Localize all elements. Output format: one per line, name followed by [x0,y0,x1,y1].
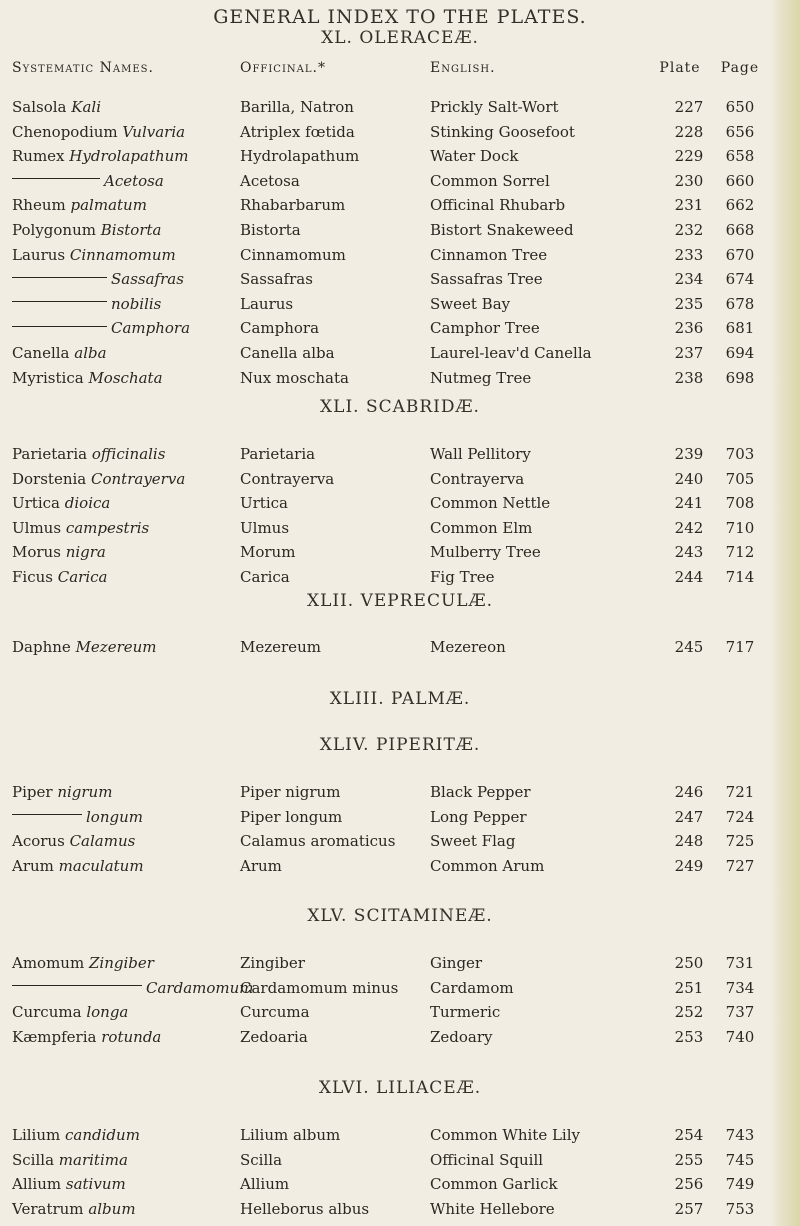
header-systematic: Systematic Names. [12,60,154,76]
header-english: English. [430,60,496,76]
plate-number: 241 [674,494,704,513]
table-row [0,808,800,832]
systematic-name [12,98,101,116]
species-name: Cinnamomum [69,245,176,264]
systematic-name [12,1151,128,1169]
species-name: Bistorta [100,221,162,239]
species-name: dioica [64,494,111,513]
genus-name: Laurus [12,245,66,264]
english-name: Cinnamon Tree [430,245,548,264]
officinal-name: Camphora [240,319,320,338]
section-title: XLII. VEPRECULÆ. [306,591,493,611]
table-row [0,543,800,567]
species-name: rotunda [101,1027,162,1046]
systematic-name [12,319,190,337]
english-name: Officinal Rhubarb [430,196,566,215]
species-name: Calamus [69,832,136,851]
officinal-name: Canella alba [240,344,335,362]
systematic-name [12,494,110,512]
page-number: 737 [725,1003,755,1022]
english-name: Water Dock [430,147,519,166]
table-row [0,638,800,662]
page-number: 658 [725,147,755,166]
systematic-name [12,221,161,239]
page-number: 670 [725,245,755,264]
plate-number: 233 [674,245,704,264]
officinal-name: Bistorta [240,221,301,239]
page-number: 650 [725,98,755,116]
plate-number: 239 [674,445,704,463]
systematic-name [12,344,107,362]
plate-number: 245 [674,638,704,656]
genus-name: Canella [12,344,70,362]
page-number: 705 [725,469,755,488]
officinal-name: Calamus aromaticus [240,832,396,851]
species-name: palmatum [70,196,147,215]
genus-name: Rumex [12,147,65,166]
table-row [0,1126,800,1150]
systematic-name [12,147,189,165]
english-name: Nutmeg Tree [430,368,532,387]
species-name: Acetosa [104,171,164,190]
ditto-dash [12,326,107,327]
species-name: longum [86,807,143,826]
systematic-name [12,1126,140,1144]
officinal-name: Morum [240,543,296,562]
table-row [0,783,800,807]
plate-number: 253 [674,1027,704,1046]
table-row [0,1175,800,1199]
plate-number: 248 [674,832,704,851]
species-name: maritima [58,1150,128,1169]
page-number: 660 [725,171,755,190]
species-name: Zingiber [88,954,154,972]
systematic-name [12,638,157,656]
species-name: Mezereum [75,638,157,656]
page-number: 710 [725,518,755,537]
officinal-name: Helleborus albus [240,1199,370,1218]
genus-name: Curcuma [12,1003,82,1022]
plate-number: 242 [674,518,704,537]
systematic-name [12,295,161,313]
officinal-name: Nux moschata [240,368,349,387]
table-row [0,270,800,294]
plate-number: 230 [674,171,704,190]
english-name: Stinking Goosefoot [430,122,575,141]
genus-name: Ulmus [12,518,62,537]
table-row [0,221,800,245]
officinal-name: Piper nigrum [240,783,341,801]
plate-number: 244 [674,568,704,586]
genus-name: Scilla [12,1150,55,1169]
genus-name: Dorstenia [12,469,87,488]
species-name: Hydrolapathum [69,147,189,166]
species-name: nobilis [111,294,162,313]
header-page: Page [720,60,760,76]
english-name: White Hellebore [430,1199,555,1218]
plate-number: 231 [674,196,704,215]
plate-number: 257 [674,1199,704,1218]
genus-name: Parietaria [12,445,88,463]
officinal-name: Laurus [240,294,294,313]
species-name: alba [74,344,107,362]
table-row [0,1028,800,1052]
english-name: Sweet Flag [430,832,516,851]
page-number: 656 [725,122,755,141]
table-row [0,172,800,196]
systematic-name [12,568,107,586]
systematic-name [12,1028,161,1046]
page-number: 740 [725,1027,755,1046]
officinal-name: Scilla [240,1150,283,1169]
species-name: Kali [71,98,102,116]
species-name: maculatum [58,856,144,875]
plate-number: 228 [674,122,704,141]
genus-name: Kæmpferia [12,1027,97,1046]
page-number: 712 [725,543,755,562]
systematic-name [12,123,185,141]
page-number: 721 [725,783,755,801]
plate-number: 252 [674,1003,704,1022]
species-name: Vulvaria [122,122,186,141]
plate-number: 247 [674,807,704,826]
species-name: longa [86,1003,129,1022]
officinal-name: Lilium album [240,1126,341,1144]
officinal-name: Acetosa [240,171,300,190]
english-name: Common White Lily [430,1126,580,1144]
page-number: 703 [725,445,755,463]
officinal-name: Piper longum [240,807,343,826]
officinal-name: Contrayerva [240,469,335,488]
officinal-name: Parietaria [240,445,316,463]
page-number: 678 [725,294,755,313]
section-title: XL. OLERACEÆ. [321,28,479,48]
officinal-name: Curcuma [240,1003,310,1022]
page-number: 662 [725,196,755,215]
genus-name: Ficus [12,568,53,586]
table-row [0,470,800,494]
english-name: Officinal Squill [430,1150,544,1169]
english-name: Contrayerva [430,469,525,488]
officinal-name: Zingiber [240,954,305,972]
plate-number: 246 [674,783,704,801]
ditto-dash [12,178,100,179]
plate-number: 238 [674,368,704,387]
english-name: Sassafras Tree [430,270,543,289]
english-name: Zedoary [430,1027,493,1046]
header-officinal: Officinal.* [240,60,326,76]
page-number: 698 [725,368,755,387]
section-title: XLI. SCABRIDÆ. [320,397,480,417]
officinal-name: Cinnamomum [240,245,346,264]
plate-number: 240 [674,469,704,488]
plate-number: 249 [674,856,704,875]
table-row [0,568,800,592]
species-name: album [88,1199,136,1218]
plate-number: 234 [674,270,704,289]
officinal-name: Barilla, Natron [240,98,354,116]
table-row [0,1200,800,1224]
plate-number: 227 [674,98,704,116]
officinal-name: Allium [240,1175,290,1194]
genus-name: Daphne [12,638,71,656]
species-name: Carica [57,568,108,586]
ditto-dash [12,985,142,986]
table-row [0,1003,800,1027]
genus-name: Morus [12,543,61,562]
systematic-name [12,1200,136,1218]
systematic-name [12,543,106,561]
species-name: nigrum [57,783,113,801]
systematic-name [12,857,144,875]
systematic-name [12,196,147,214]
section-title: XLVI. LILIACEÆ. [318,1078,482,1098]
systematic-name [12,808,143,826]
plate-number: 229 [674,147,704,166]
genus-name: Myristica [12,368,84,387]
table-row [0,98,800,122]
english-name: Common Garlick [430,1175,558,1194]
english-name: Laurel-leav'd Canella [430,344,592,362]
genus-name: Allium [12,1175,62,1194]
systematic-name [12,519,149,537]
genus-name: Lilium [12,1126,61,1144]
officinal-name: Sassafras [240,270,313,289]
systematic-name [12,445,165,463]
page-number: 717 [725,638,755,656]
plate-number: 235 [674,294,704,313]
page-number: 668 [725,221,755,239]
page-number: 753 [725,1199,755,1218]
table-row [0,196,800,220]
systematic-name [12,1003,128,1021]
english-name: Prickly Salt-Wort [430,98,559,116]
table-row [0,832,800,856]
genus-name: Rheum [12,196,66,215]
plate-number: 236 [674,319,704,338]
page-number: 674 [725,270,755,289]
systematic-name [12,954,154,972]
table-row [0,445,800,469]
english-name: Black Pepper [430,783,531,801]
systematic-name [12,470,185,488]
genus-name: Salsola [12,98,67,116]
table-row [0,519,800,543]
column-headers [0,60,800,84]
officinal-name: Ulmus [240,518,290,537]
species-name: officinalis [91,445,166,463]
table-row [0,319,800,343]
plate-number: 255 [674,1150,704,1169]
plate-number: 254 [674,1126,704,1144]
genus-name: Chenopodium [12,122,118,141]
english-name: Ginger [430,954,483,972]
english-name: Sweet Bay [430,294,511,313]
page-number: 727 [725,856,755,875]
english-name: Mulberry Tree [430,543,541,562]
table-row [0,369,800,393]
english-name: Common Elm [430,518,533,537]
page-number: 745 [725,1150,755,1169]
english-name: Cardamom [430,978,514,997]
english-name: Camphor Tree [430,319,540,338]
page-number: 743 [725,1126,755,1144]
species-name: candidum [65,1126,140,1144]
plate-number: 237 [674,344,704,362]
english-name: Long Pepper [430,807,527,826]
species-name: nigra [65,543,106,562]
plate-number: 232 [674,221,704,239]
english-name: Mezereon [430,638,506,656]
species-name: Sassafras [111,270,184,289]
table-row [0,494,800,518]
officinal-name: Urtica [240,494,288,513]
english-name: Fig Tree [430,568,495,586]
english-name: Turmeric [430,1003,501,1022]
table-row [0,979,800,1003]
officinal-name: Hydrolapathum [240,147,360,166]
systematic-name [12,783,112,801]
section-title: XLIV. PIPERITÆ. [319,735,481,755]
systematic-name [12,270,184,288]
ditto-dash [12,277,107,278]
table-row [0,246,800,270]
header-plate: Plate [659,60,701,76]
plate-number: 250 [674,954,704,972]
officinal-name: Rhabarbarum [240,196,346,215]
english-name: Common Arum [430,856,545,875]
genus-name: Arum [12,856,54,875]
officinal-name: Carica [240,568,290,586]
table-row [0,1151,800,1175]
section-title: XLV. SCITAMINEÆ. [307,906,493,926]
genus-name: Veratrum [12,1199,84,1218]
systematic-name [12,246,176,264]
species-name: sativum [65,1175,126,1194]
table-row [0,954,800,978]
page-title: GENERAL INDEX TO THE PLATES. [213,6,587,28]
officinal-name: Cardamomum minus [240,978,399,997]
genus-name: Amomum [12,954,85,972]
page-number: 694 [725,344,755,362]
systematic-name [12,1175,126,1193]
english-name: Common Nettle [430,494,551,513]
ditto-dash [12,814,82,815]
page-number: 714 [725,568,755,586]
plate-number: 243 [674,543,704,562]
page-number: 708 [725,494,755,513]
genus-name: Piper [12,783,53,801]
species-name: Contrayerva [91,469,186,488]
page-number: 731 [725,954,755,972]
species-name: campestris [65,518,150,537]
table-row [0,857,800,881]
systematic-name [12,369,163,387]
section-title: XLIII. PALMÆ. [329,689,471,709]
ditto-dash [12,301,107,302]
page-number: 749 [725,1175,755,1194]
english-name: Bistort Snakeweed [430,221,574,239]
english-name: Wall Pellitory [430,445,531,463]
plate-number: 251 [674,978,704,997]
officinal-name: Mezereum [240,638,321,656]
systematic-name [12,172,164,190]
plate-number: 256 [674,1175,704,1194]
page-number: 734 [725,978,755,997]
officinal-name: Arum [240,856,282,875]
table-row [0,147,800,171]
table-row [0,344,800,368]
english-name: Common Sorrel [430,171,550,190]
table-row [0,123,800,147]
genus-name: Urtica [12,494,60,513]
species-name: Moschata [88,368,163,387]
systematic-name [12,979,254,997]
page-number: 724 [725,807,755,826]
page-number: 725 [725,832,755,851]
officinal-name: Atriplex fœtida [240,122,355,141]
genus-name: Polygonum [12,221,96,239]
page-number: 681 [725,319,755,338]
officinal-name: Zedoaria [240,1027,308,1046]
species-name: Cardamomum [146,978,254,997]
systematic-name [12,832,135,850]
genus-name: Acorus [12,832,65,851]
species-name: Camphora [111,319,191,338]
table-row [0,295,800,319]
